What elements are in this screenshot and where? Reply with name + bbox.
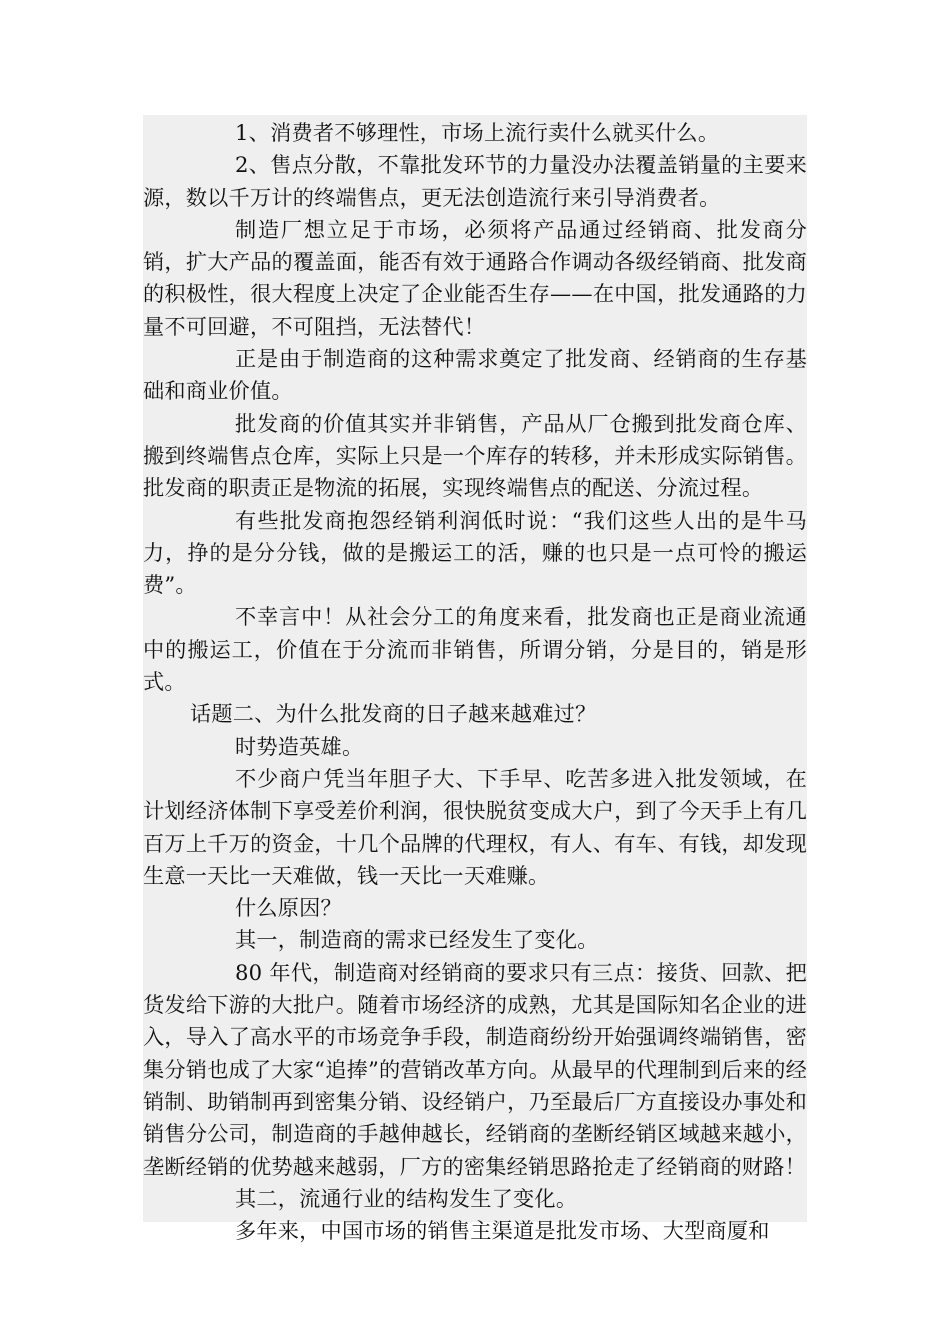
paragraph-wholesaler-foundation: 正是由于制造商的这种需求奠定了批发商、经销商的生存基础和商业价值。 xyxy=(143,346,807,404)
section-heading-topic-two: 话题二、为什么批发商的日子越来越难过？ xyxy=(190,701,597,727)
paragraph-merchant-history: 不少商户凭当年胆子大、下手早、吃苦多进入批发领域，在计划经济体制下享受差价利润，很快脱贫变成大户，到了今天手上有几百万上千万的资金，十几个品牌的代理权，有人、有车、有钱，却发现生意一天比一天难做，钱一天比一天难赚。 xyxy=(143,765,807,888)
paragraph-reason-two: 其二，流通行业的结构发生了变化。 xyxy=(235,1185,578,1211)
paragraph-scattered-outlets: 2、售点分散，不靠批发环节的力量没办法覆盖销量的主要来源，数以千万计的终端售点，更无法创造流行来引导消费者。 xyxy=(143,152,807,210)
paragraph-social-division: 不幸言中！从社会分工的角度来看，批发商也正是商业流通中的搬运工，价值在于分流而非销售，所谓分销，分是目的，销是形式。 xyxy=(143,604,807,695)
paragraph-manufacturer-distribution: 制造厂想立足于市场，必须将产品通过经销商、批发商分销，扩大产品的覆盖面，能否有效于通路合作调动各级经销商、批发商的积极性，很大程度上决定了企业能否生存——在中国，批发通路的力量不可回避，不可阻挡，无法替代！ xyxy=(143,216,807,339)
document-page xyxy=(143,115,807,1244)
paragraph-main-channels: 多年来，中国市场的销售主渠道是批发市场、大型商厦和 xyxy=(235,1218,770,1244)
paragraph-times-make-heroes: 时势造英雄。 xyxy=(235,733,364,759)
paragraph-what-reason: 什么原因？ xyxy=(235,895,342,921)
paragraph-wholesaler-value: 批发商的价值其实并非销售，产品从厂仓搬到批发商仓库、搬到终端售点仓库，实际上只是一个库存的转移，并未形成实际销售。批发商的职责正是物流的拓展，实现终端售点的配送、分流过程。 xyxy=(143,410,807,501)
paragraph-reason-one: 其一，制造商的需求已经发生了变化。 xyxy=(235,927,599,953)
paragraph-eighties-requirements: 80 年代，制造商对经销商的要求只有三点：接货、回款、把货发给下游的大批户。随着市场经济的成熟，尤其是国际知名企业的进入，导入了高水平的市场竞争手段，制造商纷纷开始强调终端销售，密集分销也成了大家“追捧”的营销改革方向。从最早的代理制到后来的经销制、助销制再到密集分销、设经销户，乃至最后厂方直接设办事处和销售分公司，制造商的手越伸越长，经销商的垄断经销区域越来越小，垄断经销的优势越来越弱，厂方的密集经销思路抢走了经销商的财路！ xyxy=(143,959,807,1179)
document-body xyxy=(143,117,807,1247)
paragraph-consumer-irrational: 1、消费者不够理性，市场上流行卖什么就买什么。 xyxy=(235,120,720,145)
paragraph-wholesaler-complaint: 有些批发商抱怨经销利润低时说：“我们这些人出的是牛马力，挣的是分分钱，做的是搬运工的活，赚的也只是一点可怜的搬运费”。 xyxy=(143,507,807,598)
